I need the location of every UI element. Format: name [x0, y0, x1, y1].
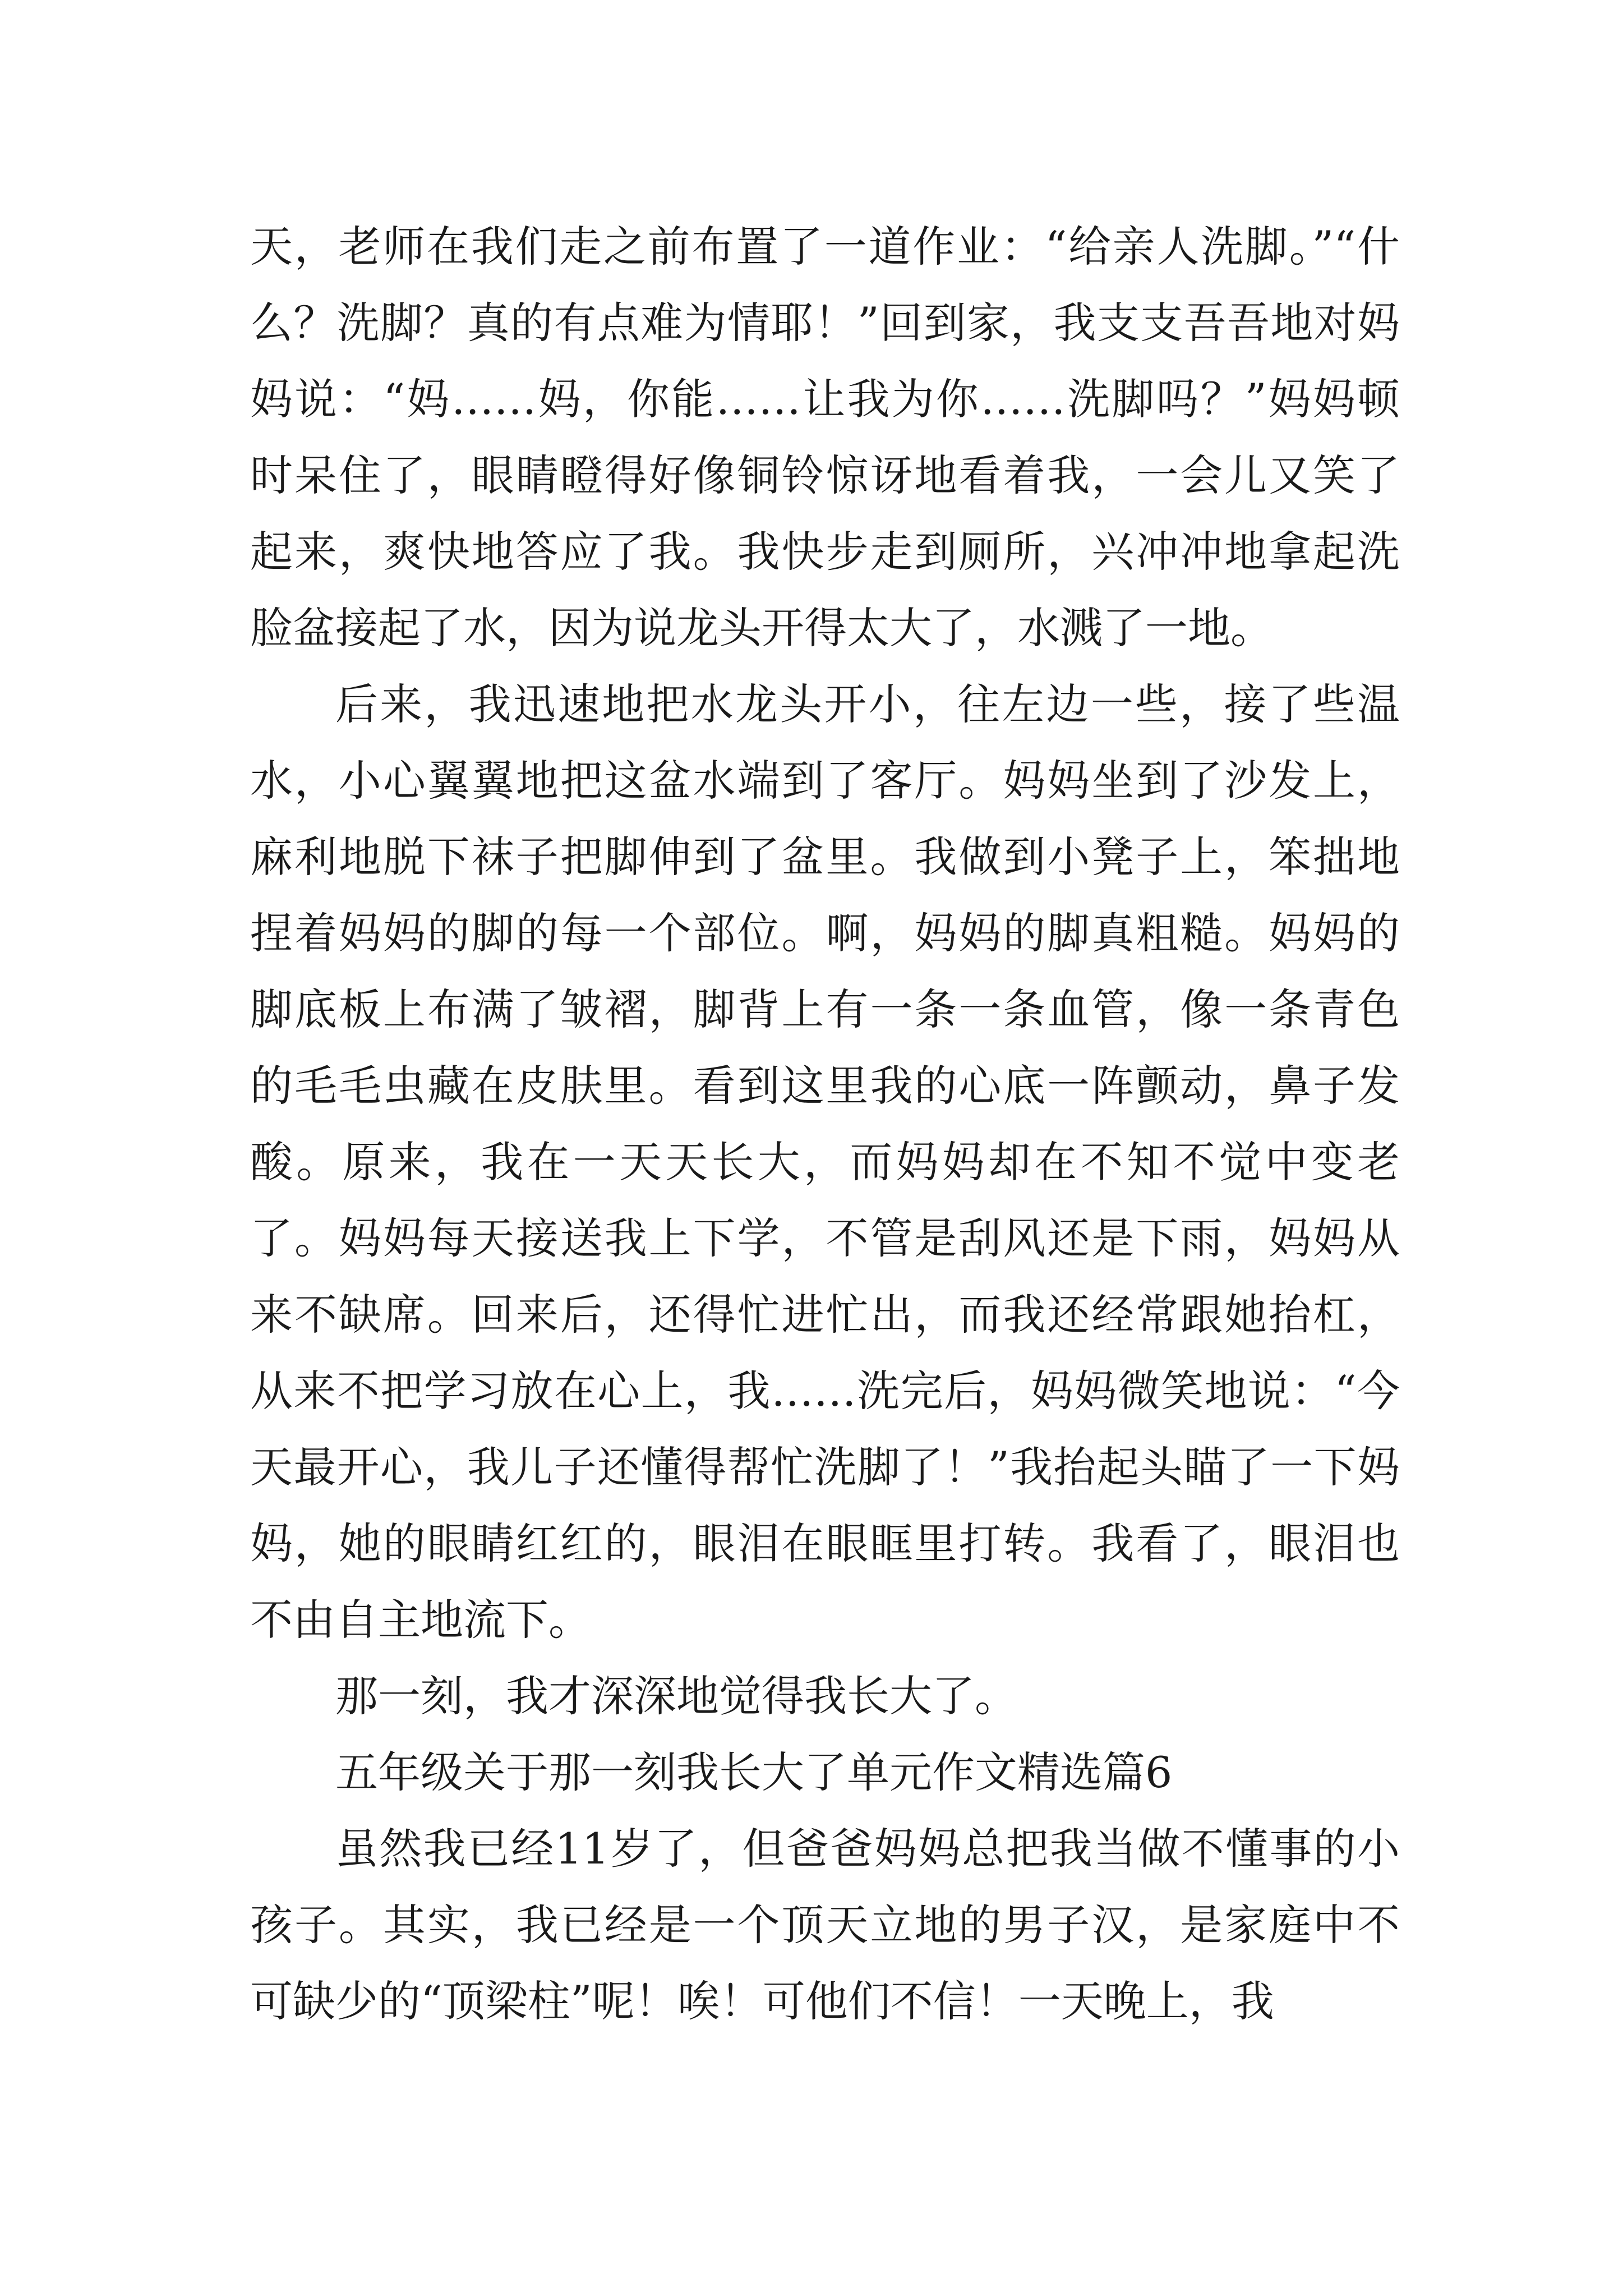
paragraph-4: 虽然我已经11岁了，但爸爸妈妈总把我当做不懂事的小孩子。其实，我已经是一个顶天立地的男子汉，是家庭中不可缺少的“顶梁柱”呢！唉！可他们不信！一天晚上，我: [250, 1824, 1400, 2026]
document-body: [250, 209, 1400, 2040]
paragraph-3: 那一刻，我才深深地觉得我长大了。: [335, 1671, 1017, 1721]
paragraph-1: 天，老师在我们走之前布置了一道作业：“给亲人洗脚。”“什么？洗脚？真的有点难为情耶！”回到家，我支支吾吾地对妈妈说：“妈……妈，你能……让我为你……洗脚吗？”妈妈顿时呆住了，眼睛瞪得好像铜铃惊讶地看着我，一会儿又笑了起来，爽快地答应了我。我快步走到厕所，兴冲冲地拿起洗脸盆接起了水，因为说龙头开得太大了，水溅了一地。: [250, 222, 1400, 653]
section-heading: 五年级关于那一刻我长大了单元作文精选篇6: [335, 1747, 1173, 1797]
paragraph-2: 后来，我迅速地把水龙头开小，往左边一些，接了些温水，小心翼翼地把这盆水端到了客厅。妈妈坐到了沙发上，麻利地脱下袜子把脚伸到了盆里。我做到小凳子上，笨拙地捏着妈妈的脚的每一个部位。啊，妈妈的脚真粗糙。妈妈的脚底板上布满了皱褶，脚背上有一条一条血管，像一条青色的毛毛虫藏在皮肤里。看到这里我的心底一阵颤动，鼻子发酸。原来，我在一天天长大，而妈妈却在不知不觉中变老了。妈妈每天接送我上下学，不管是刮风还是下雨，妈妈从来不缺席。回来后，还得忙进忙出，而我还经常跟她抬杠，从来不把学习放在心上，我……洗完后，妈妈微笑地说：“今天最开心，我儿子还懂得帮忙洗脚了！”我抬起头瞄了一下妈妈，她的眼睛红红的，眼泪在眼眶里打转。我看了，眼泪也不由自主地流下。: [250, 679, 1400, 1645]
